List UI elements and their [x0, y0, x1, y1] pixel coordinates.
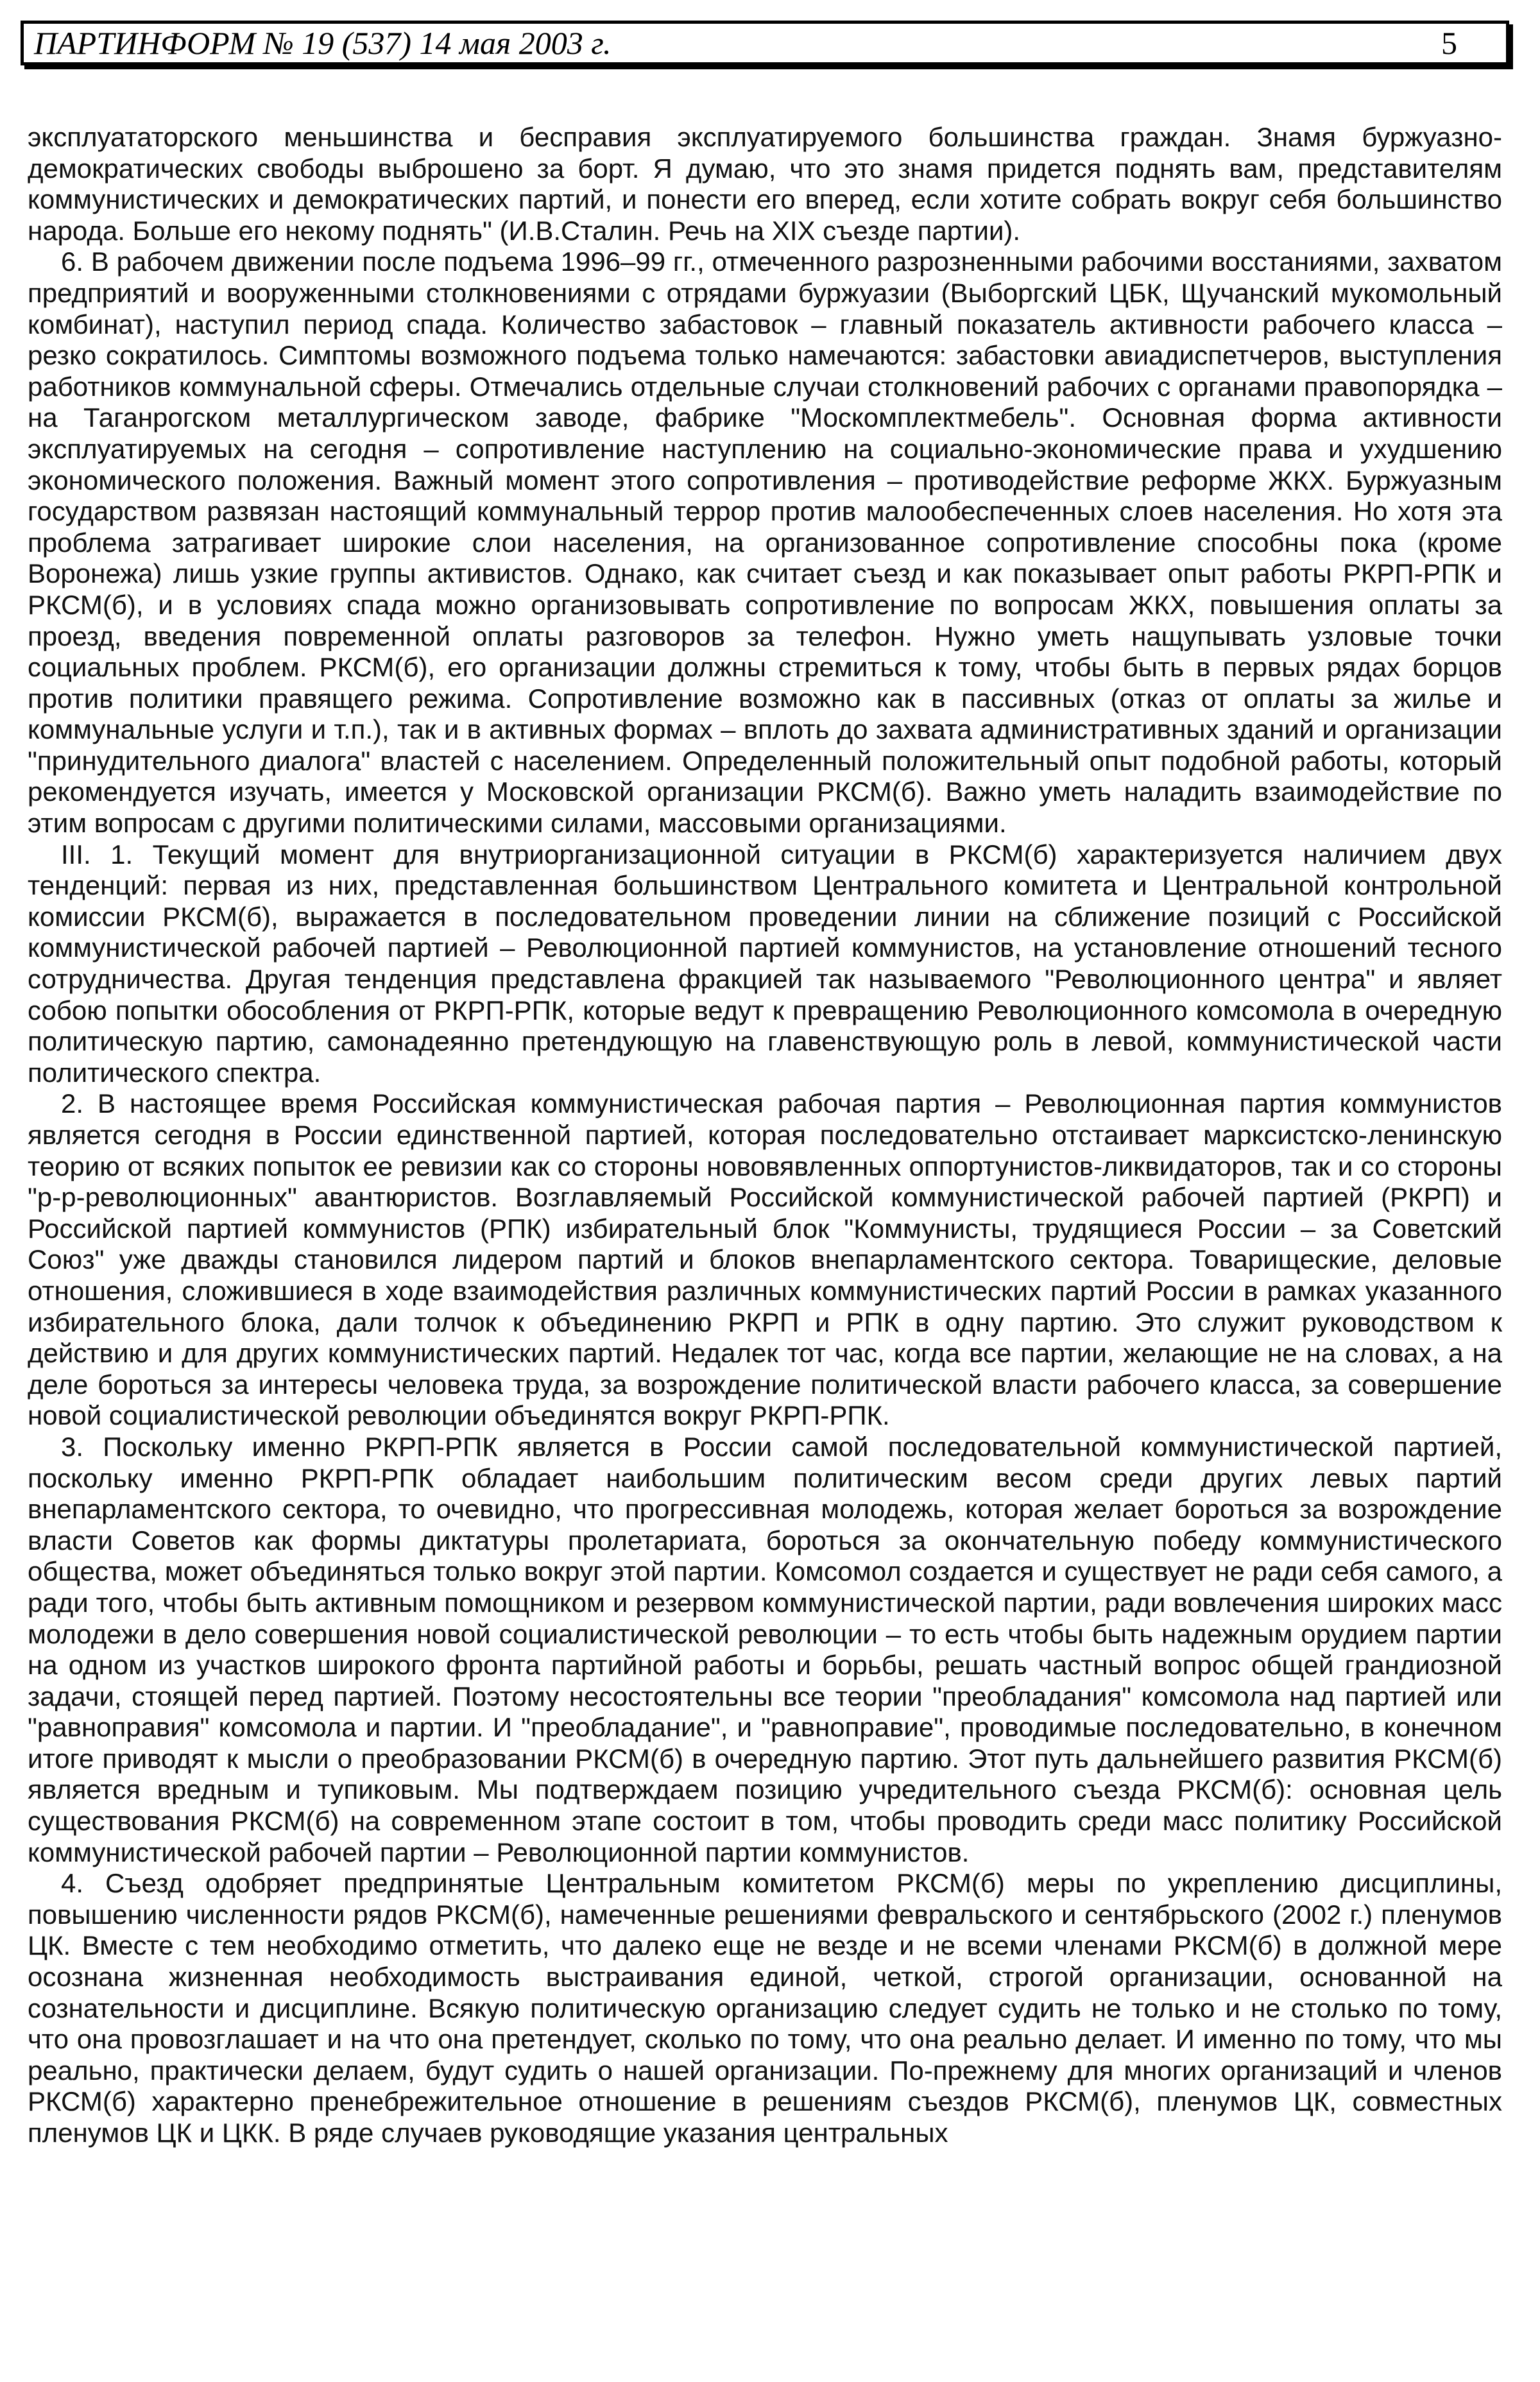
article-body	[28, 122, 1502, 2149]
paragraph-6: 6. В рабочем движении после подъема 1996–99 гг., отмеченного разрозненными рабочими восстаниями, захватом предприятий и вооруженными столкновениями с отрядами буржуазии (Выборгский ЦБК, Щучанский мукомольный комбинат), наступил период спада. Количество забастовок – главный показатель активности рабочего класса – резко сократилось. Симптомы возможного подъема только намечаются: забастовки авиадиспетчеров, выступления работников коммунальной сферы. Отмечались отдельные случаи столкновений рабочих с органами правопорядка – на Таганрогском металлургическом заводе, фабрике "Москомплектмебель". Основная форма активности эксплуатируемых на сегодня – сопротивление наступлению на социально-экономические права и ухудшению экономического положения. Важный момент этого сопротивления – противодействие реформе ЖКХ. Буржуазным государством развязан настоящий коммунальный террор против малообеспеченных слоев населения. Но хотя эта проблема затрагивает широкие слои населения, на организованное сопротивление способны пока (кроме Воронежа) лишь узкие группы активистов. Однако, как считает съезд и как показывает опыт работы РКРП-РПК и РКСМ(б), и в условиях спада можно организовывать сопротивление по вопросам ЖКХ, повышения оплаты за проезд, введения повременной оплаты разговоров за телефон. Нужно уметь нащупывать узловые точки социальных проблем. РКСМ(б), его организации должны стремиться к тому, чтобы быть в первых рядах борцов против политики правящего режима. Сопротивление возможно как в пассивных (отказ от оплаты за жилье и коммунальные услуги и т.п.), так и в активных формах – вплоть до захвата административных зданий и организации "принудительного диалога" властей с населением. Определенный положительный опыт подобной работы, который рекомендуется изучать, имеется у Московской организации РКСМ(б). Важно уметь наладить взаимодействие по этим вопросам с другими политическими силами, массовыми организациями.	[28, 246, 1502, 839]
paragraph-iii-4: 4. Съезд одобряет предпринятые Центральным комитетом РКСМ(б) меры по укреплению дисциплины, повышению численности рядов РКСМ(б), намеченные решениями февральского и сентябрьского (2002 г.) пленумов ЦК. Вместе с тем необходимо отметить, что далеко еще не везде и не всеми членами РКСМ(б) в должной мере осознана жизненная необходимость выстраивания единой, четкой, строгой организации, основанной на сознательности и дисциплине. Всякую политическую организацию следует судить не только и не столько по тому, что она провозглашает и на что она претендует, сколько по тому, что она реально делает. И именно по тому, что мы реально, практически делаем, будут судить о нашей организации. По-прежнему для многих организаций и членов РКСМ(б) характерно пренебрежительное отношение в решениям съездов РКСМ(б), пленумов ЦК, совместных пленумов ЦК и ЦКК. В ряде случаев руководящие указания центральных	[28, 1868, 1502, 2148]
page-header	[21, 21, 1509, 65]
newspaper-title: ПАРТИНФОРМ № 19 (537) 14 мая 2003 г.	[34, 25, 612, 61]
paragraph-intro: эксплуататорского меньшинства и бесправия эксплуатируемого большинства граждан. Знамя буржуазно-демократических свободы выброшено за борт. Я думаю, что это знамя придется поднять вам, представителям коммунистических и демократических партий, и понести его вперед, если хотите собрать вокруг себя большинство народа. Больше его некому поднять" (И.В.Сталин. Речь на XIX съезде партии).	[28, 122, 1502, 246]
page-number: 5	[1441, 25, 1457, 61]
paragraph-iii-1: III. 1. Текущий момент для внутриорганизационной ситуации в РКСМ(б) характеризуется наличием двух тенденций: первая из них, представленная большинством Центрального комитета и Центральной контрольной комиссии РКСМ(б), выражается в последовательном проведении линии на сближение позиций с Российской коммунистической рабочей партией – Революционной партией коммунистов, на установление отношений тесного сотрудничества. Другая тенденция представлена фракцией так называемого "Революционного центра" и являет собою попытки обособления от РКРП-РПК, которые ведут к превращению Революционного комсомола в очередную политическую партию, самонадеянно претендующую на главенствующую роль в левой, коммунистической части политического спектра.	[28, 839, 1502, 1088]
paragraph-iii-3: 3. Поскольку именно РКРП-РПК является в России самой последовательной коммунистической партией, поскольку именно РКРП-РПК обладает наибольшим политическим весом среди других левых партий внепарламентского сектора, то очевидно, что прогрессивная молодежь, которая желает бороться за возрождение власти Советов как формы диктатуры пролетариата, бороться за окончательную победу коммунистического общества, может объединяться только вокруг этой партии. Комсомол создается и существует не ради себя самого, а ради того, чтобы быть активным помощником и резервом коммунистической партии, ради вовлечения широких масс молодежи в дело совершения новой социалистической революции – то есть чтобы быть надежным орудием партии на одном из участков широкого фронта партийной работы и борьбы, решать частный вопрос общей грандиозной задачи, стоящей перед партией. Поэтому несостоятельны все теории "преобладания" комсомола над партией или "равноправия" комсомола и партии. И "преобладание", и "равноправие", проводимые последовательно, в конечном итоге приводят к мысли о преобразовании РКСМ(б) в очередную партию. Этот путь дальнейшего развития РКСМ(б) является вредным и тупиковым. Мы подтверждаем позицию учредительного съезда РКСМ(б): основная цель существования РКСМ(б) на современном этапе состоит в том, чтобы проводить среди масс политику Российской коммунистической рабочей партии – Революционной партии коммунистов.	[28, 1431, 1502, 1867]
paragraph-iii-2: 2. В настоящее время Российская коммунистическая рабочая партия – Революционная партия коммунистов является сегодня в России единственной партией, которая последовательно отстаивает марксистско-ленинскую теорию от всяких попыток ее ревизии как со стороны нововявленных оппортунистов-ликвидаторов, так и со стороны "р-р-революционных" авантюристов. Возглавляемый Российской коммунистической рабочей партией (РКРП) и Российской партией коммунистов (РПК) избирательный блок "Коммунисты, трудящиеся России – за Советский Союз" уже дважды становился лидером партий и блоков внепарламентского сектора. Товарищеские, деловые отношения, сложившиеся в ходе взаимодействия различных коммунистических партий России в рамках указанного избирательного блока, дали толчок к объединению РКРП и РПК в одну партию. Это служит руководством к действию и для других коммунистических партий. Недалек тот час, когда все партии, желающие не на словах, а на деле бороться за интересы человека труда, за возрождение политической власти рабочего класса, за совершение новой социалистической революции объединятся вокруг РКРП-РПК.	[28, 1088, 1502, 1431]
